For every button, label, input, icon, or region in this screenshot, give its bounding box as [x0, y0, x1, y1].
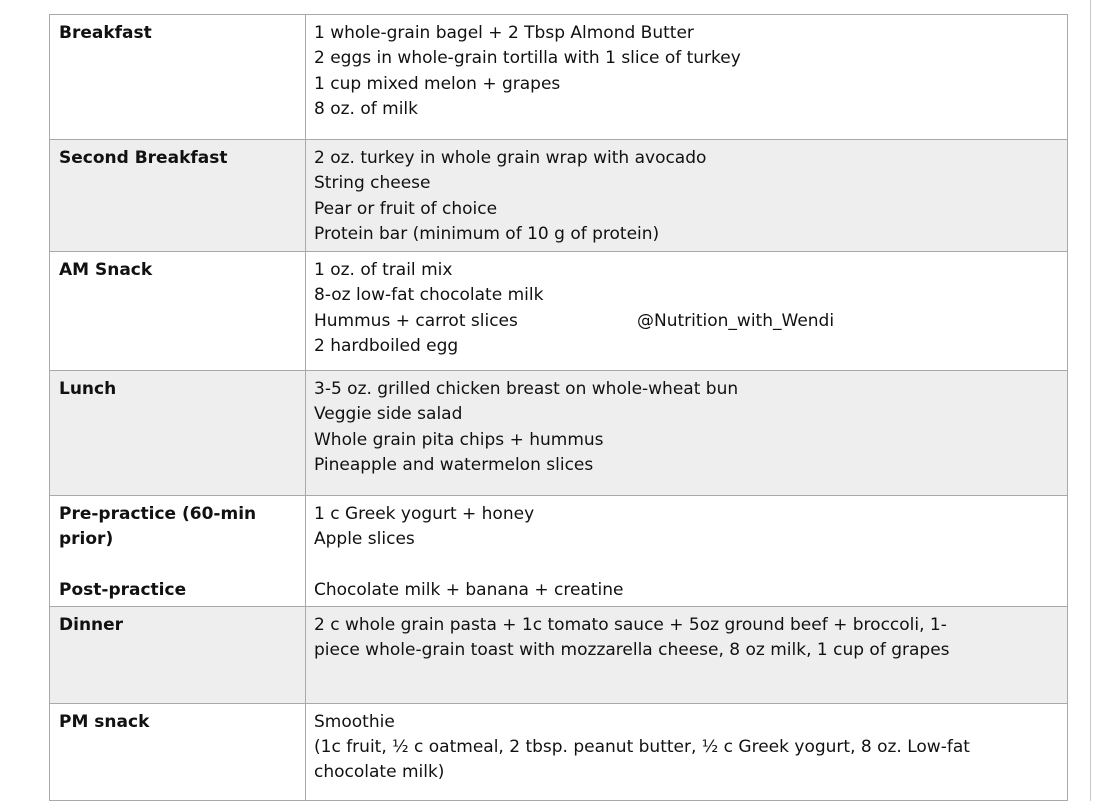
meal-label: Lunch — [50, 371, 306, 496]
meal-items — [306, 371, 1068, 496]
food-item: 1 whole-grain bagel + 2 Tbsp Almond Butter — [314, 23, 694, 43]
food-item: 8 oz. of milk — [314, 99, 418, 120]
meal-label-continued: prior) — [59, 529, 114, 550]
meal-label: Breakfast — [50, 15, 306, 140]
social-handle-watermark: @Nutrition_with_Wendi — [637, 310, 835, 331]
food-item: Apple slices — [314, 529, 415, 550]
food-item: Chocolate milk + banana + creatine — [314, 580, 624, 601]
food-item: 8-oz low-fat chocolate milk — [314, 285, 544, 306]
food-item: 1 oz. of trail mix — [314, 260, 453, 280]
food-item-row-with-handle — [314, 309, 1059, 334]
food-item: chocolate milk) — [314, 762, 445, 783]
table-row-breakfast — [50, 15, 1068, 140]
meal-items — [306, 703, 1068, 800]
table-row-lunch — [50, 371, 1068, 496]
food-item: Pear or fruit of choice — [314, 198, 498, 219]
food-item: Veggie side salad — [314, 404, 463, 425]
food-item: (1c fruit, ½ c oatmeal, 2 tbsp. peanut butter, ½ c Greek yogurt, 8 oz. Low-fat — [314, 737, 970, 758]
spacer — [59, 553, 297, 578]
meal-items — [306, 252, 1068, 371]
food-item: 2 c whole grain pasta + 1c tomato sauce + 5oz ground beef + broccoli, 1- — [314, 614, 947, 635]
food-item: 1 cup mixed melon + grapes — [314, 73, 561, 94]
table-row-practice — [50, 496, 1068, 607]
meal-items — [306, 140, 1068, 252]
food-item: 2 hardboiled egg — [314, 336, 459, 357]
food-item: Pineapple and watermelon slices — [314, 455, 594, 476]
meal-label: Pre-practice (60-min — [59, 504, 257, 524]
meal-label: AM Snack — [50, 252, 306, 371]
food-item: String cheese — [314, 173, 431, 194]
food-item: Hummus + carrot slices — [314, 310, 518, 331]
meal-label: Second Breakfast — [50, 140, 306, 252]
table-row-second-breakfast — [50, 140, 1068, 252]
meal-items — [306, 606, 1068, 703]
spacer — [314, 553, 1059, 578]
food-item: piece whole-grain toast with mozzarella cheese, 8 oz milk, 1 cup of grapes — [314, 640, 950, 661]
meal-label-group — [50, 496, 306, 607]
food-item: 1 c Greek yogurt + honey — [314, 504, 535, 524]
food-item: Protein bar (minimum of 10 g of protein) — [314, 224, 660, 245]
food-item: 2 oz. turkey in whole grain wrap with avocado — [314, 148, 707, 168]
meal-label: PM snack — [50, 703, 306, 800]
food-item: 2 eggs in whole-grain tortilla with 1 slice of turkey — [314, 48, 741, 69]
table-row-dinner — [50, 606, 1068, 703]
food-item: Smoothie — [314, 711, 395, 732]
meal-label: Dinner — [50, 606, 306, 703]
meal-items — [306, 496, 1068, 607]
table-row-pm-snack — [50, 703, 1068, 800]
meal-items — [306, 15, 1068, 140]
page-edge-divider — [1090, 0, 1091, 801]
table-row-am-snack — [50, 252, 1068, 371]
meal-label: Post-practice — [59, 580, 187, 601]
meal-plan-table — [49, 14, 1068, 801]
food-item: Whole grain pita chips + hummus — [314, 429, 604, 450]
food-item: 3-5 oz. grilled chicken breast on whole-wheat bun — [314, 379, 739, 399]
